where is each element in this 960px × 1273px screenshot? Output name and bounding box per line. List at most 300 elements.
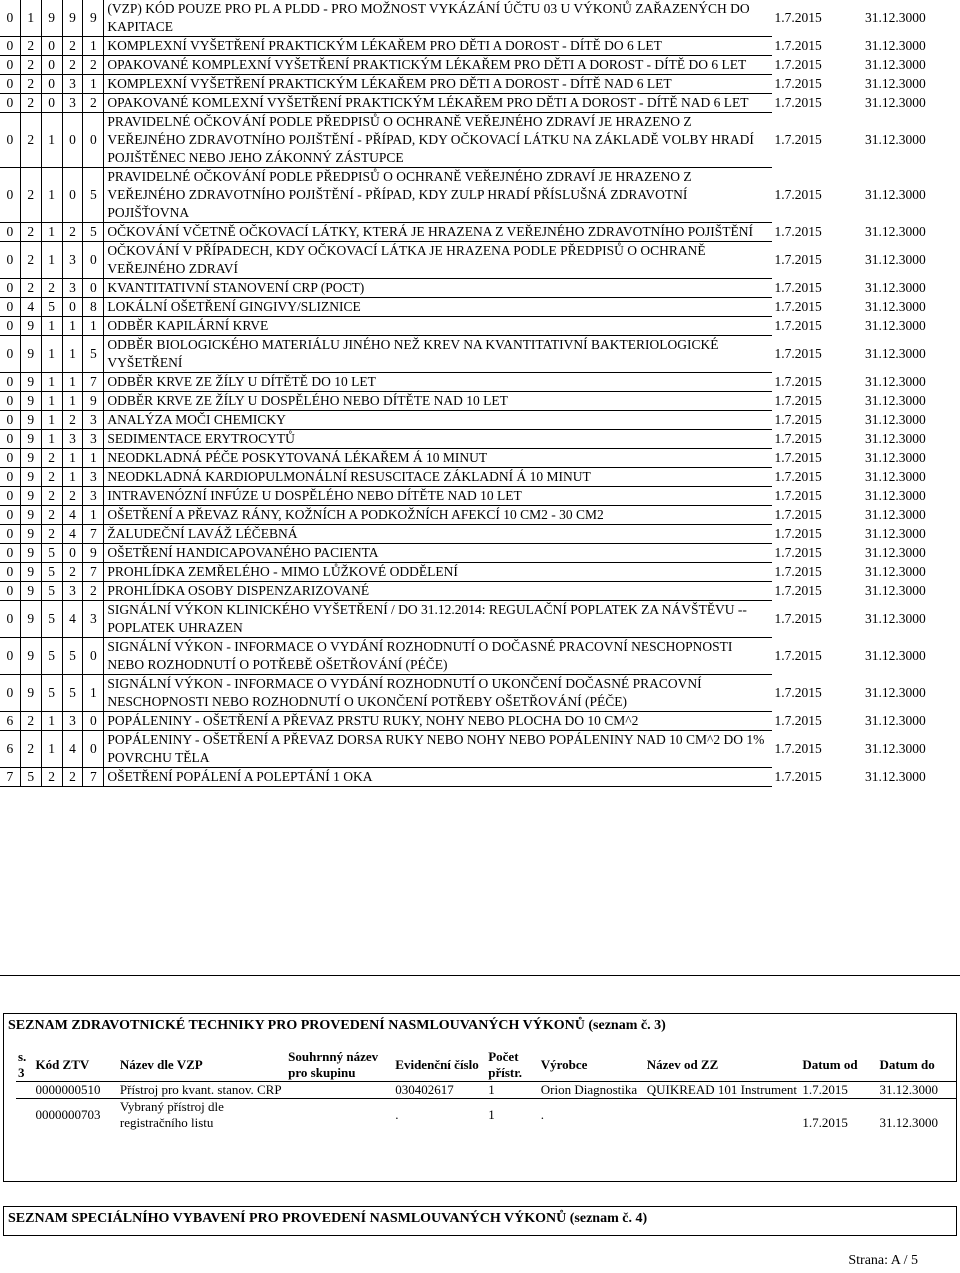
code-row	[0, 525, 960, 544]
date-to: 31.12.3000	[864, 187, 926, 202]
code-digit: 9	[20, 468, 41, 487]
code-row	[0, 75, 960, 94]
code-digit: 2	[62, 768, 83, 787]
code-description: OŠETŘENÍ HANDICAPOVANÉHO PACIENTA	[104, 544, 772, 563]
code-row	[0, 373, 960, 392]
code-description: ANALÝZA MOČI CHEMICKY	[104, 411, 772, 430]
code-digit: 0	[0, 430, 20, 449]
date-from: 1.7.2015	[774, 76, 822, 91]
code-digit: 5	[62, 638, 83, 675]
tech-row	[16, 1082, 956, 1099]
code-digit: 0	[0, 279, 20, 298]
code-digit: 2	[20, 113, 41, 168]
code-digit: 2	[83, 94, 104, 113]
date-from: 1.7.2015	[774, 38, 822, 53]
date-to: 31.12.3000	[864, 450, 926, 465]
code-digit: 5	[41, 601, 62, 638]
date-to: 31.12.3000	[864, 431, 926, 446]
code-digit: 7	[83, 373, 104, 392]
code-description: KOMPLEXNÍ VYŠETŘENÍ PRAKTICKÝM LÉKAŘEM PRO DĚTI A DOROST - DÍTĚ DO 6 LET	[104, 37, 772, 56]
code-digit: 0	[0, 544, 20, 563]
code-row	[0, 638, 960, 675]
code-digit: 2	[20, 94, 41, 113]
code-digit: 6	[0, 731, 20, 768]
code-digit: 9	[20, 563, 41, 582]
equip-section-title: SEZNAM SPECIÁLNÍHO VYBAVENÍ PRO PROVEDENÍ NASMLOUVANÝCH VÝKONŮ (seznam č. 4)	[8, 1211, 648, 1226]
code-digit: 0	[0, 638, 20, 675]
code-row	[0, 0, 960, 37]
code-description: ODBĚR KRVE ZE ŽÍLY U DÍTĚTĚ DO 10 LET	[104, 373, 772, 392]
code-digit: 7	[83, 525, 104, 544]
code-description: OPAKOVANÉ KOMLEXNÍ VYŠETŘENÍ PRAKTICKÝM LÉKAŘEM PRO DĚTI A DOROST - DÍTĚ NAD 6 LET	[104, 94, 772, 113]
date-to: 31.12.3000	[864, 583, 926, 598]
code-digit: 0	[0, 37, 20, 56]
code-digit: 2	[20, 731, 41, 768]
code-description: KVANTITATIVNÍ STANOVENÍ CRP (POCT)	[104, 279, 772, 298]
code-digit: 3	[62, 242, 83, 279]
date-from: 1.7.2015	[774, 95, 822, 110]
tech-section	[3, 1013, 957, 1182]
code-digit: 0	[0, 449, 20, 468]
code-digit: 1	[83, 506, 104, 525]
tech-header: Název dle VZP	[119, 1057, 203, 1072]
date-from: 1.7.2015	[774, 346, 822, 361]
date-to: 31.12.3000	[864, 611, 926, 626]
code-digit: 5	[41, 298, 62, 317]
code-digit: 0	[0, 601, 20, 638]
code-digit: 9	[20, 430, 41, 449]
code-row	[0, 506, 960, 525]
code-digit: 5	[83, 223, 104, 242]
code-digit: 9	[20, 336, 41, 373]
code-digit: 2	[62, 411, 83, 430]
code-digit: 9	[20, 638, 41, 675]
code-digit: 1	[41, 712, 62, 731]
code-digit: 0	[0, 506, 20, 525]
code-digit: 0	[41, 37, 62, 56]
date-from: 1.7.2015	[774, 10, 822, 26]
code-digit: 9	[20, 487, 41, 506]
code-digit: 0	[0, 75, 20, 94]
code-row	[0, 544, 960, 563]
date-from: 1.7.2015	[774, 393, 822, 408]
tech-header: Evidenční číslo	[395, 1057, 479, 1072]
code-digit: 9	[20, 506, 41, 525]
code-row	[0, 675, 960, 712]
code-digit: 5	[41, 544, 62, 563]
code-description: ŽALUDEČNÍ LAVÁŽ LÉČEBNÁ	[104, 525, 772, 544]
date-from: 1.7.2015	[774, 583, 822, 598]
code-digit: 2	[20, 56, 41, 75]
code-digit: 0	[0, 94, 20, 113]
code-digit: 6	[0, 712, 20, 731]
code-digit: 9	[20, 392, 41, 411]
date-from: 1.7.2015	[774, 280, 822, 295]
tech-cell: 0000000703	[33, 1099, 117, 1132]
code-digit: 0	[0, 56, 20, 75]
code-digit: 0	[62, 544, 83, 563]
date-to: 31.12.3000	[864, 488, 926, 503]
code-digit: 1	[41, 242, 62, 279]
code-description: PRAVIDELNÉ OČKOVÁNÍ PODLE PŘEDPISŮ O OCHRANĚ VEŘEJNÉHO ZDRAVÍ JE HRAZENO Z VEŘEJNÉHO ZDRAVOTNÍHO POJIŠTĚNÍ - PŘÍPAD, KDY ZULP HRADÍ PŘÍSLUŠNÁ ZDRAVOTNÍ POJIŠŤOVNA	[104, 168, 772, 223]
code-digit: 3	[62, 94, 83, 113]
code-row	[0, 468, 960, 487]
code-digit: 2	[20, 242, 41, 279]
code-digit: 2	[41, 506, 62, 525]
tech-header: Počet přístr.	[488, 1049, 523, 1080]
date-from: 1.7.2015	[774, 412, 822, 427]
code-row	[0, 449, 960, 468]
code-description: OPAKOVANÉ KOMPLEXNÍ VYŠETŘENÍ PRAKTICKÝM LÉKAŘEM PRO DĚTI A DOROST - DÍTĚ DO 6 LET	[104, 56, 772, 75]
code-digit: 0	[0, 487, 20, 506]
date-from: 1.7.2015	[774, 469, 822, 484]
code-row	[0, 279, 960, 298]
code-digit: 2	[20, 712, 41, 731]
code-digit: 1	[83, 449, 104, 468]
code-digit: 0	[0, 298, 20, 317]
code-digit: 3	[83, 430, 104, 449]
tech-header: Výrobce	[540, 1057, 588, 1072]
code-row	[0, 223, 960, 242]
date-to: 31.12.3000	[864, 713, 926, 728]
code-digit: 0	[0, 675, 20, 712]
code-digit: 5	[41, 563, 62, 582]
code-digit: 4	[20, 298, 41, 317]
date-from: 1.7.2015	[774, 187, 822, 202]
code-digit: 0	[83, 712, 104, 731]
code-digit: 1	[41, 392, 62, 411]
code-row	[0, 317, 960, 336]
code-row	[0, 563, 960, 582]
code-description: PROHLÍDKA ZEMŘELÉHO - MIMO LŮŽKOVÉ ODDĚLENÍ	[104, 563, 772, 582]
code-description: SEDIMENTACE ERYTROCYTŮ	[104, 430, 772, 449]
code-digit: 0	[0, 468, 20, 487]
code-digit: 0	[62, 168, 83, 223]
code-digit: 0	[0, 563, 20, 582]
code-digit: 3	[83, 601, 104, 638]
code-digit: 2	[20, 223, 41, 242]
date-from: 1.7.2015	[774, 57, 822, 72]
page-number: Strana: A / 5	[848, 1253, 918, 1268]
code-digit: 1	[83, 37, 104, 56]
tech-cell	[286, 1099, 393, 1132]
code-digit: 0	[0, 242, 20, 279]
code-digit: 3	[83, 411, 104, 430]
code-digit: 4	[62, 525, 83, 544]
code-row	[0, 56, 960, 75]
code-row	[0, 487, 960, 506]
code-description: KOMPLEXNÍ VYŠETŘENÍ PRAKTICKÝM LÉKAŘEM PRO DĚTI A DOROST - DÍTĚ NAD 6 LET	[104, 75, 772, 94]
code-digit: 1	[41, 731, 62, 768]
date-to: 31.12.3000	[864, 469, 926, 484]
date-to: 31.12.3000	[864, 374, 926, 389]
code-digit: 3	[62, 712, 83, 731]
code-digit: 7	[83, 563, 104, 582]
code-digit: 0	[0, 168, 20, 223]
date-to: 31.12.3000	[864, 545, 926, 560]
code-description: OČKOVÁNÍ V PŘÍPADECH, KDY OČKOVACÍ LÁTKA JE HRAZENA PODLE PŘEDPISŮ O OCHRANĚ VEŘEJNÉHO ZDRAVÍ	[104, 242, 772, 279]
code-digit: 1	[62, 336, 83, 373]
code-row	[0, 336, 960, 373]
code-digit: 0	[41, 94, 62, 113]
code-digit: 9	[20, 411, 41, 430]
tech-cell: QUIKREAD 101 Instrument	[645, 1082, 801, 1099]
code-description: ODBĚR KAPILÁRNÍ KRVE	[104, 317, 772, 336]
code-digit: 1	[41, 168, 62, 223]
code-digit: 9	[20, 675, 41, 712]
date-to: 31.12.3000	[864, 38, 926, 53]
date-to: 31.12.3000	[864, 393, 926, 408]
date-to: 31.12.3000	[864, 346, 926, 361]
code-digit: 8	[83, 298, 104, 317]
code-row	[0, 392, 960, 411]
code-digit: 1	[41, 373, 62, 392]
code-description: NEODKLADNÁ KARDIOPULMONÁLNÍ RESUSCITACE ZÁKLADNÍ Á 10 MINUT	[104, 468, 772, 487]
code-digit: 9	[20, 544, 41, 563]
code-digit: 0	[0, 317, 20, 336]
code-digit: 3	[83, 468, 104, 487]
tech-row	[16, 1099, 956, 1132]
code-digit: 4	[62, 731, 83, 768]
code-digit: 5	[41, 582, 62, 601]
date-from: 1.7.2015	[774, 224, 822, 239]
tech-header-row	[16, 1049, 956, 1082]
date-to: 31.12.3000	[864, 57, 926, 72]
code-digit: 9	[83, 0, 104, 37]
code-digit: 2	[62, 563, 83, 582]
tech-section-title: SEZNAM ZDRAVOTNICKÉ TECHNIKY PRO PROVEDENÍ NASMLOUVANÝCH VÝKONŮ (seznam č. 3)	[8, 1018, 666, 1033]
code-row	[0, 94, 960, 113]
date-to: 31.12.3000	[864, 280, 926, 295]
code-digit: 2	[41, 768, 62, 787]
tech-table	[16, 1049, 956, 1131]
tech-cell	[16, 1099, 33, 1132]
code-digit: 2	[62, 223, 83, 242]
code-digit: 0	[0, 525, 20, 544]
code-digit: 0	[41, 56, 62, 75]
tech-header: Datum do	[879, 1057, 935, 1072]
code-digit: 2	[62, 56, 83, 75]
date-from: 1.7.2015	[774, 545, 822, 560]
code-digit: 0	[0, 223, 20, 242]
date-from: 1.7.2015	[774, 299, 822, 314]
code-description: PROHLÍDKA OSOBY DISPENZARIZOVANÉ	[104, 582, 772, 601]
tech-cell	[286, 1082, 393, 1099]
code-digit: 1	[83, 675, 104, 712]
code-digit: 1	[62, 373, 83, 392]
code-digit: 9	[20, 317, 41, 336]
code-digit: 2	[41, 449, 62, 468]
code-row	[0, 731, 960, 768]
code-digit: 2	[41, 525, 62, 544]
tech-cell	[16, 1082, 33, 1099]
code-row	[0, 37, 960, 56]
date-from: 1.7.2015	[774, 611, 822, 626]
tech-cell: 31.12.3000	[878, 1099, 956, 1132]
code-digit: 3	[62, 279, 83, 298]
code-digit: 2	[20, 75, 41, 94]
date-to: 31.12.3000	[864, 769, 926, 784]
tech-cell: .	[393, 1099, 486, 1132]
tech-cell: .	[539, 1099, 645, 1132]
code-row	[0, 430, 960, 449]
code-description: ODBĚR KRVE ZE ŽÍLY U DOSPĚLÉHO NEBO DÍTĚTE NAD 10 LET	[104, 392, 772, 411]
code-digit: 0	[83, 242, 104, 279]
tech-cell: 1	[486, 1082, 539, 1099]
code-description: INTRAVENÓZNÍ INFÚZE U DOSPĚLÉHO NEBO DÍTĚTE NAD 10 LET	[104, 487, 772, 506]
tech-cell: Vybraný přístroj dle registračního listu	[118, 1099, 286, 1132]
code-digit: 1	[41, 336, 62, 373]
code-digit: 3	[62, 75, 83, 94]
code-description: OŠETŘENÍ POPÁLENÍ A POLEPTÁNÍ 1 OKA	[104, 768, 772, 787]
code-digit: 1	[62, 468, 83, 487]
code-digit: 1	[62, 317, 83, 336]
code-digit: 0	[0, 373, 20, 392]
code-digit: 0	[0, 113, 20, 168]
date-from: 1.7.2015	[774, 741, 822, 756]
date-from: 1.7.2015	[774, 648, 822, 663]
code-digit: 4	[62, 601, 83, 638]
code-digit: 2	[20, 37, 41, 56]
date-to: 31.12.3000	[864, 132, 926, 147]
code-digit: 5	[41, 675, 62, 712]
date-from: 1.7.2015	[774, 252, 822, 267]
date-to: 31.12.3000	[864, 10, 926, 26]
code-description: SIGNÁLNÍ VÝKON - INFORMACE O VYDÁNÍ ROZHODNUTÍ O DOČASNÉ PRACOVNÍ NESCHOPNOSTI NEBO ROZHODNUTÍ O POTŘEBĚ OŠETŘOVÁNÍ (PÉČE)	[104, 638, 772, 675]
code-row	[0, 768, 960, 787]
code-digit: 0	[0, 392, 20, 411]
code-description: SIGNÁLNÍ VÝKON - INFORMACE O VYDÁNÍ ROZHODNUTÍ O UKONČENÍ DOČASNÉ PRACOVNÍ NESCHOPNOSTI NEBO ROZHODNUTÍ O UKONČENÍ POTŘEBY OŠETŘOVÁNÍ (PÉČE)	[104, 675, 772, 712]
code-digit: 0	[0, 411, 20, 430]
date-from: 1.7.2015	[774, 713, 822, 728]
tech-cell: 1.7.2015	[800, 1099, 877, 1132]
code-digit: 2	[41, 487, 62, 506]
tech-cell: Přístroj pro kvant. stanov. CRP	[118, 1082, 286, 1099]
code-digit: 1	[20, 0, 41, 37]
tech-cell	[645, 1099, 801, 1132]
code-digit: 5	[41, 638, 62, 675]
code-digit: 5	[62, 675, 83, 712]
code-description: ODBĚR BIOLOGICKÉHO MATERIÁLU JINÉHO NEŽ KREV NA KVANTITATIVNÍ BAKTERIOLOGICKÉ VYŠETŘENÍ	[104, 336, 772, 373]
code-row	[0, 298, 960, 317]
date-from: 1.7.2015	[774, 507, 822, 522]
tech-cell: Orion Diagnostika	[539, 1082, 645, 1099]
code-digit: 0	[83, 113, 104, 168]
date-from: 1.7.2015	[774, 318, 822, 333]
date-from: 1.7.2015	[774, 132, 822, 147]
code-digit: 0	[41, 75, 62, 94]
code-digit: 2	[83, 582, 104, 601]
code-digit: 1	[83, 317, 104, 336]
code-digit: 1	[41, 411, 62, 430]
code-digit: 9	[83, 544, 104, 563]
code-row	[0, 582, 960, 601]
code-digit: 1	[41, 113, 62, 168]
code-description: NEODKLADNÁ PÉČE POSKYTOVANÁ LÉKAŘEM Á 10 MINUT	[104, 449, 772, 468]
code-row	[0, 601, 960, 638]
code-row	[0, 168, 960, 223]
tech-cell: 030402617	[393, 1082, 486, 1099]
code-description: OČKOVÁNÍ VČETNĚ OČKOVACÍ LÁTKY, KTERÁ JE HRAZENA Z VEŘEJNÉHO ZDRAVOTNÍHO POJIŠTĚNÍ	[104, 223, 772, 242]
tech-cell: 1.7.2015	[800, 1082, 877, 1099]
date-from: 1.7.2015	[774, 685, 822, 700]
code-digit: 2	[20, 279, 41, 298]
tech-cell: 31.12.3000	[878, 1082, 956, 1099]
tech-header: Datum od	[802, 1057, 858, 1072]
code-digit: 5	[83, 336, 104, 373]
equip-section	[3, 1206, 957, 1236]
code-digit: 9	[20, 601, 41, 638]
date-to: 31.12.3000	[864, 95, 926, 110]
date-from: 1.7.2015	[774, 374, 822, 389]
code-row	[0, 712, 960, 731]
code-description: OŠETŘENÍ A PŘEVAZ RÁNY, KOŽNÍCH A PODKOŽNÍCH AFEKCÍ 10 CM2 - 30 CM2	[104, 506, 772, 525]
code-digit: 0	[83, 638, 104, 675]
code-digit: 2	[41, 279, 62, 298]
code-digit: 0	[83, 279, 104, 298]
code-digit: 2	[83, 56, 104, 75]
code-digit: 0	[62, 298, 83, 317]
code-digit: 1	[83, 75, 104, 94]
date-from: 1.7.2015	[774, 488, 822, 503]
tech-header: Název od ZZ	[646, 1057, 719, 1072]
date-to: 31.12.3000	[864, 76, 926, 91]
code-digit: 9	[20, 373, 41, 392]
code-digit: 0	[0, 0, 20, 37]
date-from: 1.7.2015	[774, 769, 822, 784]
date-to: 31.12.3000	[864, 564, 926, 579]
code-description: POPÁLENINY - OŠETŘENÍ A PŘEVAZ DORSA RUKY NEBO NOHY NEBO POPÁLENINY NAD 10 CM^2 DO 1% POVRCHU TĚLA	[104, 731, 772, 768]
code-row	[0, 242, 960, 279]
code-digit: 2	[20, 168, 41, 223]
code-digit: 9	[62, 0, 83, 37]
date-to: 31.12.3000	[864, 648, 926, 663]
code-digit: 1	[41, 317, 62, 336]
date-from: 1.7.2015	[774, 450, 822, 465]
code-description: (VZP) KÓD POUZE PRO PL A PLDD - PRO MOŽNOST VYKÁZÁNÍ ÚČTU 03 U VÝKONŮ ZAŘAZENÝCH DO KAPITACE	[104, 0, 772, 37]
tech-header: Kód ZTV	[35, 1057, 90, 1072]
code-digit: 1	[41, 430, 62, 449]
date-to: 31.12.3000	[864, 526, 926, 541]
code-digit: 1	[62, 449, 83, 468]
date-from: 1.7.2015	[774, 526, 822, 541]
code-description: SIGNÁLNÍ VÝKON KLINICKÉHO VYŠETŘENÍ / DO 31.12.2014: REGULAČNÍ POPLATEK ZA NÁVŠTĚVU -- POPLATEK UHRAZEN	[104, 601, 772, 638]
date-from: 1.7.2015	[774, 431, 822, 446]
code-digit: 0	[0, 582, 20, 601]
date-to: 31.12.3000	[864, 299, 926, 314]
code-digit: 3	[62, 430, 83, 449]
code-digit: 2	[41, 468, 62, 487]
code-digit: 2	[62, 487, 83, 506]
code-digit: 7	[0, 768, 20, 787]
tech-cell: 0000000510	[33, 1082, 117, 1099]
date-from: 1.7.2015	[774, 564, 822, 579]
tech-header: Souhrnný název pro skupinu	[288, 1049, 379, 1080]
code-digit: 4	[62, 506, 83, 525]
code-row	[0, 411, 960, 430]
code-digit: 9	[41, 0, 62, 37]
date-to: 31.12.3000	[864, 224, 926, 239]
code-digit: 5	[83, 168, 104, 223]
code-description: PRAVIDELNÉ OČKOVÁNÍ PODLE PŘEDPISŮ O OCHRANĚ VEŘEJNÉHO ZDRAVÍ JE HRAZENO Z VEŘEJNÉHO ZDRAVOTNÍHO POJIŠTĚNÍ - PŘÍPAD, KDY OČKOVACÍ LÁTKU NA ZÁKLADĚ VOLBY HRADÍ POJIŠTĚNEC NEBO JEHO ZÁKONNÝ ZÁSTUPCE	[104, 113, 772, 168]
code-row	[0, 113, 960, 168]
code-digit: 3	[62, 582, 83, 601]
code-digit: 9	[20, 525, 41, 544]
code-description: POPÁLENINY - OŠETŘENÍ A PŘEVAZ PRSTU RUKY, NOHY NEBO PLOCHA DO 10 CM^2	[104, 712, 772, 731]
code-digit: 2	[62, 37, 83, 56]
code-digit: 9	[83, 392, 104, 411]
code-digit: 1	[62, 392, 83, 411]
